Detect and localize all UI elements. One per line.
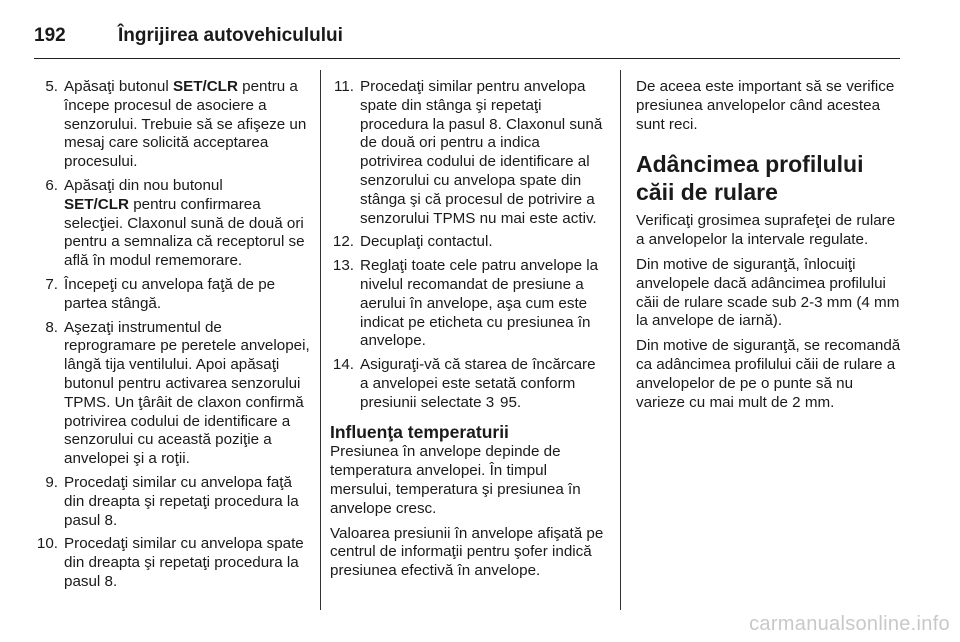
paragraph: De aceea este important să se verifice presiunea anvelopelor când acestea sunt reci.: [636, 78, 895, 133]
step-text: Apăsaţi din nou butonul SET/CLR pentru confirmarea selecţiei. Claxonul sună de două ori pentru a semnaliza că receptorul se află în modul rememorare.: [64, 176, 305, 270]
list-item: [34, 78, 310, 172]
list-item: [330, 233, 604, 252]
step-text: Aşezaţi instrumentul de reprogramare pe peretele anvelopei, lângă tija ventilului. Apoi apăsaţi butonul pentru activarea senzorului TPMS. Un ţârâit de claxon confirmă potrivirea codului de identificare a senzorului cu această poziţie a anvelopei şi a roţii.: [64, 318, 310, 468]
step-text: Procedaţi similar cu anvelopa faţă din dreapta şi repetaţi procedura la pasul 8.: [64, 473, 299, 529]
list-item: [34, 177, 310, 271]
list-item: [330, 257, 604, 351]
column-right: [636, 78, 904, 418]
step-text: Decuplaţi contactul.: [360, 233, 493, 251]
step-number: 13.: [332, 257, 354, 275]
button-name: SET/CLR: [172, 78, 238, 95]
step-text: Reglaţi toate cele patru anvelope la nivelul recomandat de presiune a aerului în anvelope, aşa cum este indicat pe eticheta cu presiunea în anvelope.: [360, 257, 599, 350]
column-divider: [320, 70, 321, 610]
paragraph: Valoarea presiunii în anvelope afişată pe centrul de informaţii pentru şofer indică presiunea efectivă în anvelope.: [330, 524, 604, 580]
step-number: 7.: [45, 275, 58, 293]
paragraph: Presiunea în anvelope depinde de temperatura anvelopei. În timpul mersului, temperatura şi presiunea în anvelope cresc.: [330, 443, 581, 517]
step-text: Procedaţi similar pentru anvelopa spate din stânga şi repetaţi procedura la pasul 8. Claxonul sună de două ori pentru a indica potrivirea codului de identificare al senzorului cu anvelopa spate din stânga şi că procesul de potrivire a senzorului TPMS nu mai este activ.: [360, 78, 603, 227]
button-name: SET/CLR: [64, 195, 129, 213]
step-number: 14.: [332, 356, 354, 374]
step-text: Asiguraţi-vă că starea de încărcare a anvelopei este setată conform presiunii selectate 3 95.: [360, 356, 596, 411]
list-item: [34, 276, 310, 314]
list-item: [330, 78, 604, 228]
paragraph: Din motive de siguranţă, înlocuiţi anvelopele dacă adâncimea profilului căii de rulare scade sub 2-3 mm (4 mm la anvelope de iarnă).: [636, 255, 900, 330]
column-divider: [620, 70, 621, 610]
column-left: [34, 78, 310, 597]
page-header: [34, 14, 900, 59]
page-title: Îngrijirea autovehiculului: [118, 25, 343, 46]
list-item: [34, 535, 310, 591]
watermark: carmanualsonline.info: [749, 613, 950, 635]
step-number: 11.: [334, 78, 354, 95]
list-item: [330, 356, 604, 412]
step-text: Apăsaţi butonul SET/CLR pentru a începe procesul de asociere a senzorului. Trebuie să se afişeze un mesaj care solicită acceptarea procesului.: [64, 78, 307, 171]
list-item: [34, 319, 310, 469]
section-subheading: Influenţa temperaturii: [330, 421, 509, 442]
list-item: [34, 474, 310, 530]
step-number: 8.: [45, 318, 58, 336]
paragraph: Din motive de siguranţă, se recomandă ca adâncimea profilului căii de rulare a anvelopelor de pe o punte să nu varieze cu mai mult de 2 mm.: [636, 337, 901, 411]
page-reference-link[interactable]: 95.: [495, 393, 522, 411]
step-number: 6.: [45, 176, 58, 194]
section-heading: Adâncimea profilului căii de rulare: [636, 151, 864, 206]
page-reference-arrow-icon[interactable]: 3: [485, 393, 495, 411]
step-number: 12.: [332, 233, 354, 251]
step-number: 9.: [45, 473, 58, 491]
step-number: 10.: [36, 535, 58, 553]
step-number: 5.: [45, 78, 58, 95]
step-text: Începeţi cu anvelopa faţă de pe partea stângă.: [64, 275, 276, 312]
page-number: 192: [34, 25, 66, 46]
paragraph: Verificaţi grosimea suprafeţei de rulare a anvelopelor la intervale regulate.: [636, 212, 896, 249]
column-middle: [330, 78, 604, 587]
step-text: Procedaţi similar cu anvelopa spate din dreapta şi repetaţi procedura la pasul 8.: [64, 535, 304, 590]
